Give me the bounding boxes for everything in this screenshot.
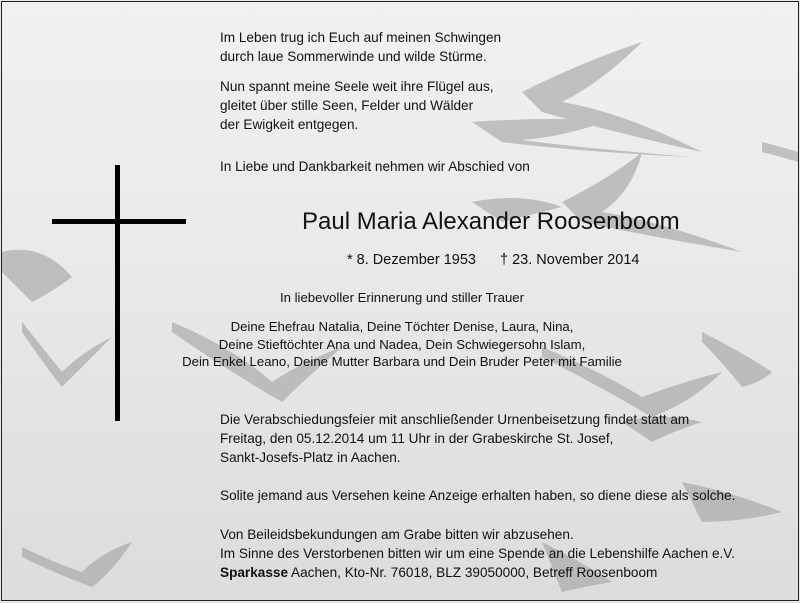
ceremony-line: Freitag, den 05.12.2014 um 11 Uhr in der Grabeskirche St. Josef, [220, 431, 614, 446]
memory-line: In liebevoller Erinnerung und stiller Trauer [279, 290, 525, 305]
obituary-card [1, 1, 799, 601]
poem [220, 28, 501, 145]
family-line: Deine Stieftöchter Ana und Nadea, Dein Schwiegersohn Islam, [218, 336, 586, 352]
bank-details [220, 563, 735, 582]
death-date: † 23. November 2014 [500, 252, 640, 268]
ceremony-line: Die Verabschiedungsfeier mit anschließender Urnenbeisetzung findet statt am [220, 412, 690, 427]
family-line: Deine Ehefrau Natalia, Deine Töchter Denise, Laura, Nina, [230, 319, 574, 334]
deceased-name: Paul Maria Alexander Roosenboom [302, 208, 680, 235]
ceremony-line: Sankt-Josefs-Platz in Aachen. [220, 450, 401, 465]
poem-line: durch laue Sommerwinde und wilde Stürme. [220, 49, 487, 64]
bank-details-rest: Aachen, Kto-Nr. 76018, BLZ 39050000, Betreff Roosenboom [288, 565, 658, 580]
poem-line: Nun spannt meine Seele weit ihre Flügel aus, [220, 79, 494, 94]
poem-line: der Ewigkeit entgegen. [220, 117, 359, 132]
birth-date: * 8. Dezember 1953 [347, 252, 476, 268]
donation-line: Im Sinne des Verstorbenen bitten wir um eine Spende an die Lebenshilfe Aachen e.V. [220, 546, 735, 561]
donation-info [220, 525, 735, 582]
seagull-14 [762, 142, 798, 162]
ceremony-info [220, 410, 689, 467]
donation-line: Von Beileidsbekundungen am Grabe bitten wir abzusehen. [220, 527, 574, 542]
notice-line: Solite jemand aus Versehen keine Anzeige erhalten haben, so diene diese als solche. [220, 488, 736, 503]
life-dates [347, 252, 639, 268]
poem-line: gleitet über stille Seen, Felder und Wälder [220, 98, 474, 113]
seagull-3 [562, 152, 742, 252]
poem-line: Im Leben trug ich Euch auf meinen Schwingen [220, 30, 502, 45]
family-line: Dein Enkel Leano, Deine Mutter Barbara und Dein Bruder Peter mit Familie [182, 354, 622, 369]
family-list [102, 318, 702, 371]
seagull-12 [22, 542, 132, 587]
farewell-intro: In Liebe und Dankbarkeit nehmen wir Abschied von [220, 159, 530, 174]
bank-name: Sparkasse [220, 565, 289, 580]
